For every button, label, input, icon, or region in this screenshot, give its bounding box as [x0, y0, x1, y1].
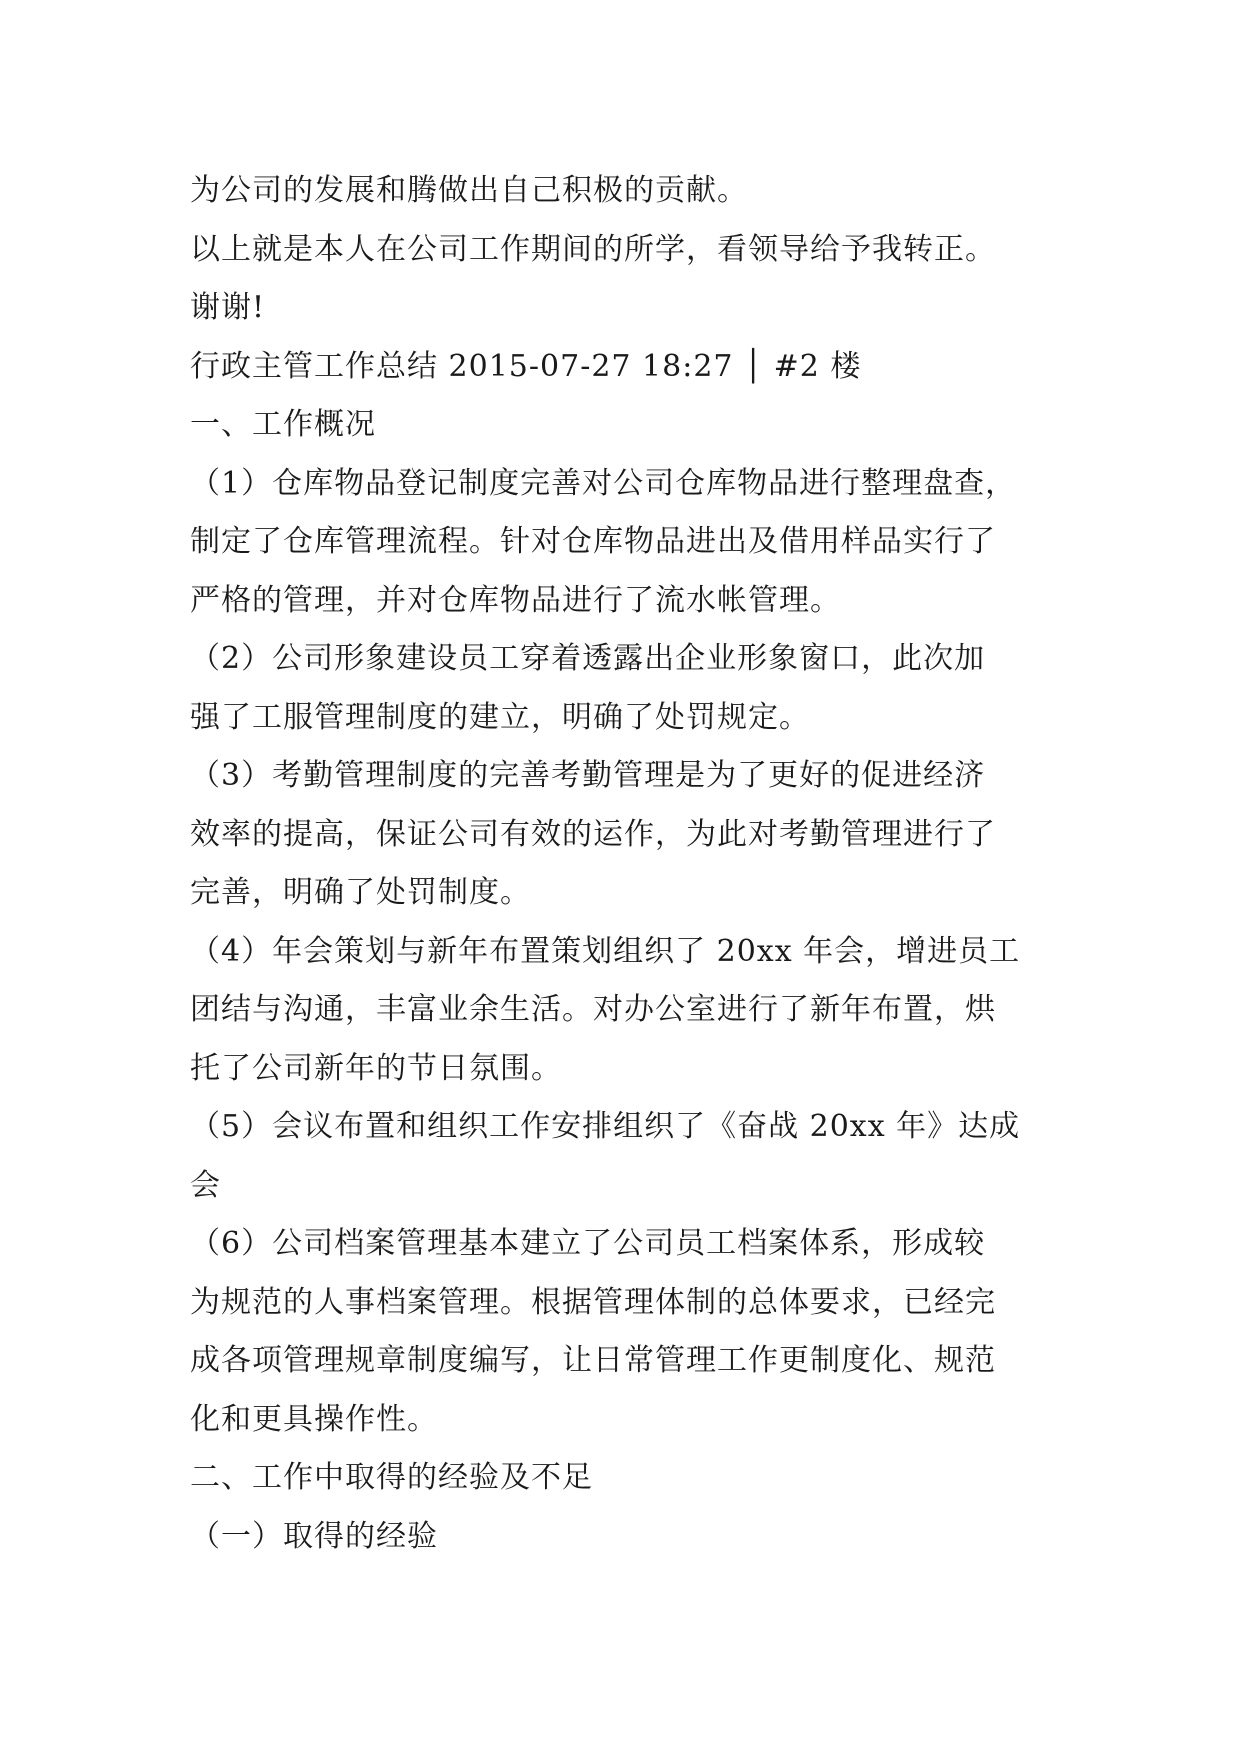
- text-line: 以上就是本人在公司工作期间的所学，看领导给予我转正。: [190, 231, 996, 267]
- document-body: [190, 162, 1070, 1566]
- text-line: 严格的管理，并对仓库物品进行了流水帐管理。: [190, 582, 841, 618]
- text-line: 会: [190, 1167, 221, 1203]
- section-heading: 一、工作概况: [190, 407, 376, 442]
- text-line: 为公司的发展和腾做出自己积极的贡献。: [190, 173, 748, 208]
- post-header: 行政主管工作总结 2015-07-27 18:27 │ #2 楼: [190, 348, 862, 384]
- text-line: 强了工服管理制度的建立，明确了处罚规定。: [190, 699, 810, 735]
- subsection-heading: （一）取得的经验: [190, 1518, 438, 1554]
- text-line: （6）公司档案管理基本建立了公司员工档案体系，形成较: [190, 1226, 986, 1261]
- text-line: （2）公司形象建设员工穿着透露出企业形象窗口，此次加: [190, 641, 986, 676]
- text-line: 化和更具操作性。: [190, 1401, 438, 1437]
- text-line: 效率的提高，保证公司有效的运作，为此对考勤管理进行了: [190, 816, 996, 852]
- text-line: （3）考勤管理制度的完善考勤管理是为了更好的促进经济: [190, 758, 986, 793]
- text-line: 为规范的人事档案管理。根据管理体制的总体要求，已经完: [190, 1284, 996, 1320]
- section-heading: 二、工作中取得的经验及不足: [190, 1460, 593, 1495]
- text-line: （5）会议布置和组织工作安排组织了《奋战 20xx 年》达成: [190, 1109, 1021, 1144]
- text-line: 完善，明确了处罚制度。: [190, 875, 531, 910]
- text-line: 团结与沟通，丰富业余生活。对办公室进行了新年布置，烘: [190, 992, 996, 1027]
- text-line: 成各项管理规章制度编写，让日常管理工作更制度化、规范: [190, 1343, 996, 1378]
- text-line: 谢谢!: [190, 290, 266, 325]
- text-line: （4）年会策划与新年布置策划组织了 20xx 年会，增进员工: [190, 933, 1021, 969]
- text-line: 制定了仓库管理流程。针对仓库物品进出及借用样品实行了: [190, 524, 996, 559]
- text-line: （1）仓库物品登记制度完善对公司仓库物品进行整理盘查，: [190, 465, 1017, 501]
- text-line: 托了公司新年的节日氛围。: [190, 1050, 562, 1086]
